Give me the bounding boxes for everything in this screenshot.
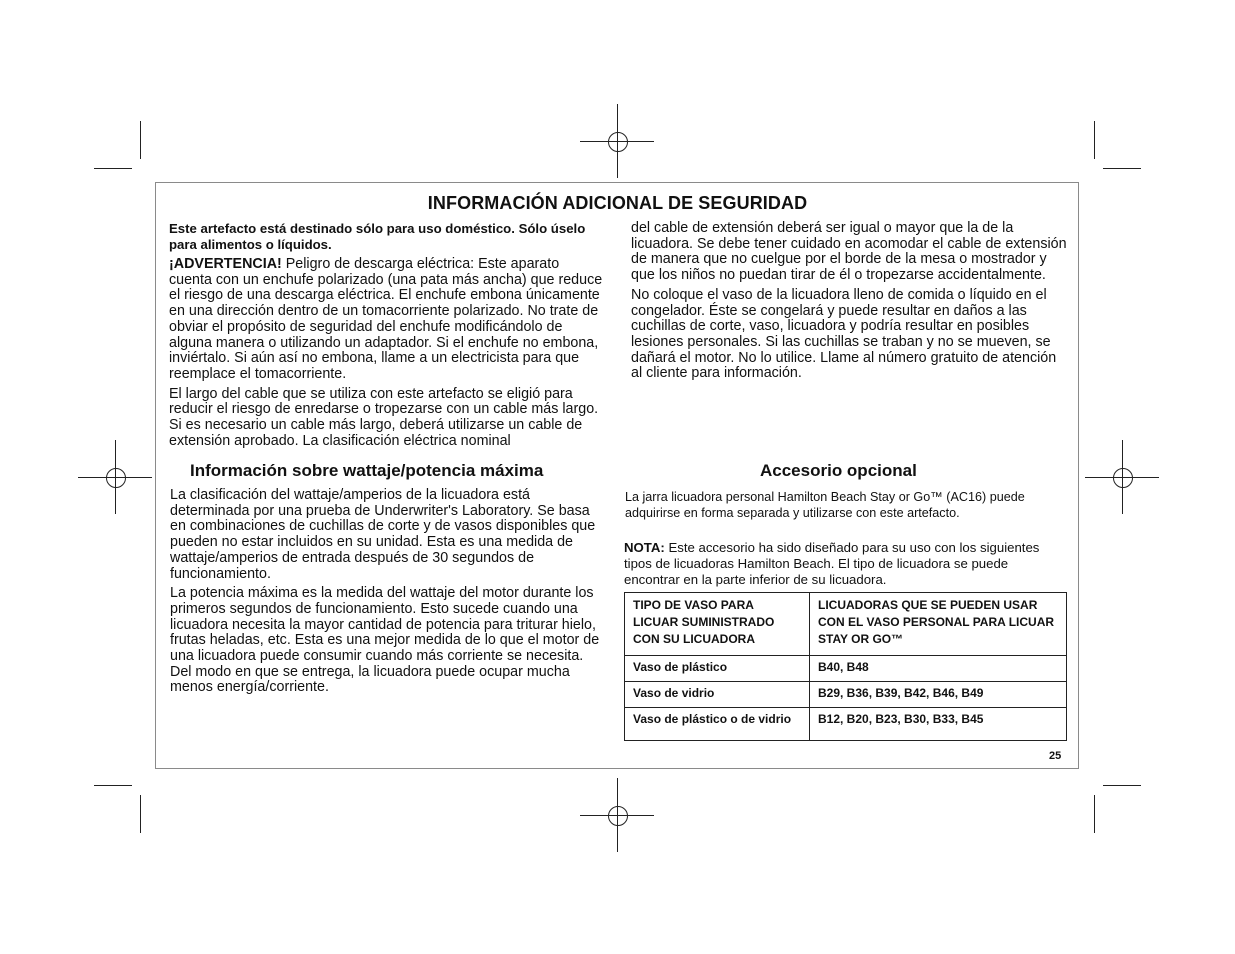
accessory-intro: La jarra licuadora personal Hamilton Beach Stay or Go™ (AC16) puede adquirirse en forma separada y utilizarse con este artefacto.	[625, 490, 1025, 520]
table-cell: B29, B36, B39, B42, B46, B49	[810, 682, 1067, 708]
table-cell: B40, B48	[810, 656, 1067, 682]
wattage-heading: Información sobre wattaje/potencia máxima	[190, 461, 544, 480]
table-header-cell: TIPO DE VASO PARA LICUAR SUMINISTRADO CON SU LICUADORA	[625, 593, 810, 656]
registration-mark-bottom	[580, 778, 654, 852]
left-column	[169, 221, 605, 453]
table-cell: Vaso de plástico	[625, 656, 810, 682]
table-header-row	[625, 593, 1067, 656]
crop-mark	[1103, 785, 1141, 786]
table-cell: Vaso de plástico o de vidrio	[625, 708, 810, 741]
cord-continued-paragraph: del cable de extensión deberá ser igual o mayor que la de la licuadora. Se debe tener cuidado en acomodar el cable de extensión de manera que no cuelgue por el borde de la mesa o mostrador y que los niños no puedan tirar de él o tropezarse accidentalmente.	[631, 220, 1067, 284]
warning-label: ¡ADVERTENCIA!	[169, 256, 282, 272]
table-row	[625, 656, 1067, 682]
wattage-paragraph-2: La potencia máxima es la medida del wattaje del motor durante los primeros segundos de funcionamiento. Esto sucede cuando una licuadora necesita la mayor cantidad de potencia para triturar hielo, frutas heladas, etc. Esta es una mejor medida de lo que el motor de una licuadora puede consumir cuando más corriente se necesita. Del modo en que se entrega, la licuadora puede ocupar mucha menos energía/corriente.	[170, 585, 600, 696]
table-row	[625, 682, 1067, 708]
table-header-cell: LICUADORAS QUE SE PUEDEN USAR CON EL VASO PERSONAL PARA LICUAR STAY OR GO™	[810, 593, 1067, 656]
crop-mark	[1103, 168, 1141, 169]
registration-mark-top	[580, 104, 654, 178]
warning-text: Peligro de descarga eléctrica: Este aparato cuenta con un enchufe polarizado (una pata más ancha) que reduce el riesgo de una descarga eléctrica. El enchufe embona únicamente en una dirección dentro de un tomacorriente polarizado. No trate de obviar el propósito de seguridad del enchufe modificándolo de alguna manera o utilizando un adaptador. Si el enchufe no embona, inviértalo. Si aún así no embona, llame a un electricista para que reemplace el tomacorriente.	[169, 256, 603, 382]
freezer-paragraph: No coloque el vaso de la licuadora lleno de comida o líquido en el congelador. Éste se congelará y puede resultar en daños a las cuchillas de corte, vaso, licuadora y podría resultar en posibles lesiones personales. Si las cuchillas se traban y no se mueven, se dañará el motor. No lo utilice. Llame al número gratuito de atención al cliente para información.	[631, 286, 1057, 382]
crop-mark	[1094, 795, 1095, 833]
cord-paragraph: El largo del cable que se utiliza con este artefacto se eligió para reducir el riesgo de enredarse o tropezarse con un cable más largo. Si es necesario un cable más largo, deberá utilizarse un cable de extensión aprobado. La clasificación eléctrica nominal	[169, 385, 599, 449]
intro-text: Este artefacto está destinado sólo para uso doméstico. Sólo úselo para alimentos o líquidos.	[169, 221, 586, 252]
right-column	[631, 221, 1067, 386]
accessory-heading: Accesorio opcional	[760, 461, 917, 480]
table-row	[625, 708, 1067, 741]
warning-paragraph	[169, 257, 605, 383]
registration-mark-left	[78, 440, 152, 514]
note-text: Este accesorio ha sido diseñado para su uso con los siguientes tipos de licuadoras Hamilton Beach. El tipo de licuadora se puede encontrar en la parte inferior de su licuadora.	[624, 540, 1040, 587]
registration-mark-right	[1085, 440, 1159, 514]
crop-mark	[140, 795, 141, 833]
crop-mark	[140, 121, 141, 159]
crop-mark	[94, 168, 132, 169]
page-title: INFORMACIÓN ADICIONAL DE SEGURIDAD	[427, 193, 808, 213]
page-number: 25	[1049, 750, 1062, 762]
table-cell: B12, B20, B23, B30, B33, B45	[810, 708, 1067, 741]
note-label: NOTA:	[624, 540, 665, 555]
table-cell: Vaso de vidrio	[625, 682, 810, 708]
crop-mark	[1094, 121, 1095, 159]
compatibility-table	[624, 592, 1067, 741]
wattage-section	[170, 488, 606, 700]
crop-mark	[94, 785, 132, 786]
accessory-note	[624, 540, 1064, 588]
wattage-paragraph-1: La clasificación del wattaje/amperios de la licuadora está determinada por una prueba de Underwriter's Laboratory. Se basa en combinaciones de cuchillas de corte y de vasos disponibles que pueden no estar incluidos en su unidad. Esta es una medida de wattaje/amperios de entrada después de 30 segundos de funcionamiento.	[170, 487, 596, 582]
